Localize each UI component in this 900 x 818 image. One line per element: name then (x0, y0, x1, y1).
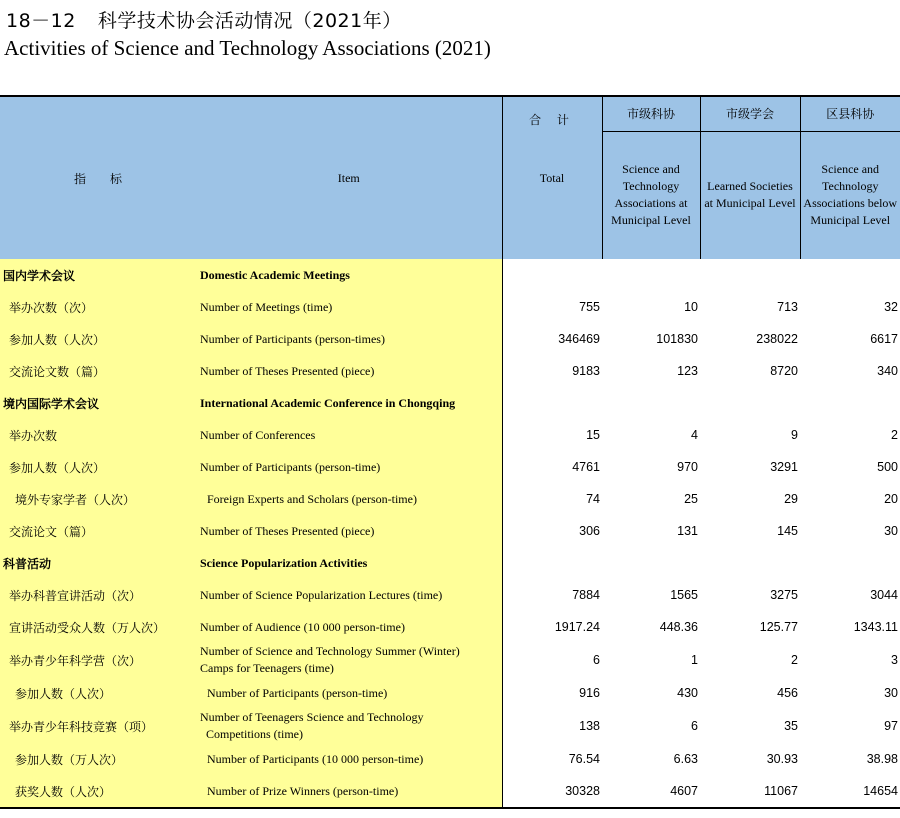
row-label-en: Number of Conferences (196, 419, 502, 451)
cell-col2: 456 (777, 686, 798, 700)
cell-col1: 25 (684, 492, 698, 506)
table-row-section (0, 387, 900, 419)
cell-col2 (700, 387, 800, 419)
header-indicator-label: 指 标 (73, 171, 122, 186)
cell-col1: 131 (677, 524, 698, 538)
cell-col2: 145 (777, 524, 798, 538)
cell-col2: 238022 (756, 332, 798, 346)
cell-total: 9183 (502, 355, 602, 387)
row-label-en: Number of Meetings (time) (196, 291, 502, 323)
row-label-cn: 科普活动 (0, 547, 196, 579)
header-col2-cn: 市级学会 (700, 96, 800, 131)
row-label-en: Domestic Academic Meetings (196, 259, 502, 291)
row-label-cn: 举办科普宣讲活动（次） (0, 579, 196, 611)
cell-col3: 32 (884, 300, 898, 314)
cell-col3: 38.98 (866, 752, 898, 766)
cell-col3: 3 (891, 653, 898, 667)
row-label-en: Number of Participants (person-time) (196, 677, 502, 709)
cell-col1 (602, 547, 700, 579)
cell-col1 (602, 259, 700, 291)
cell-col2: 35 (784, 719, 798, 733)
header-col1-en: Science and Technology Associations at Municipal Level (602, 131, 700, 259)
row-label-en: Number of Participants (person-times) (196, 323, 502, 355)
row-label-cn: 获奖人数（人次） (0, 775, 196, 808)
header-indicator (0, 96, 196, 259)
cell-total: 916 (502, 677, 602, 709)
cell-total: 15 (502, 419, 602, 451)
table-row (0, 709, 900, 743)
cell-col2 (700, 259, 800, 291)
table-row (0, 323, 900, 355)
cell-total: 74 (502, 483, 602, 515)
cell-col3: 2 (891, 428, 898, 442)
cell-col1: 4 (691, 428, 698, 442)
row-label-cn: 参加人数（人次） (0, 677, 196, 709)
row-label-en-line1: Number of Teenagers Science and Technology (200, 710, 424, 724)
cell-col1: 448.36 (659, 620, 698, 634)
row-label-cn: 参加人数（人次） (0, 323, 196, 355)
table-row-section (0, 259, 900, 291)
cell-col2: 3291 (770, 460, 798, 474)
row-label-en: Number of Prize Winners (person-time) (196, 775, 502, 808)
table-row-section (0, 547, 900, 579)
row-label-en-line2: Competitions (time) (206, 727, 303, 741)
row-label-en: Foreign Experts and Scholars (person-time) (196, 483, 502, 515)
row-label-cn: 国内学术会议 (0, 259, 196, 291)
cell-col2: 30.93 (766, 752, 798, 766)
table-row (0, 579, 900, 611)
table-row (0, 451, 900, 483)
page-title-cn (6, 6, 402, 33)
row-label-cn: 境外专家学者（人次） (0, 483, 196, 515)
table-row (0, 355, 900, 387)
cell-col1: 430 (677, 686, 698, 700)
row-label-cn: 举办青少年科技竞赛（项） (0, 709, 196, 743)
cell-col1 (602, 387, 700, 419)
row-label-cn: 参加人数（万人次） (0, 743, 196, 775)
cell-col1: 101830 (656, 332, 698, 346)
header-total-cn: 合 计 (502, 96, 602, 131)
row-label-cn: 举办次数（次） (0, 291, 196, 323)
row-label-cn: 交流论文数（篇） (0, 355, 196, 387)
cell-col2: 713 (777, 300, 798, 314)
cell-col3: 3044 (870, 588, 898, 602)
cell-col2: 11067 (700, 775, 800, 808)
cell-col3: 340 (877, 364, 898, 378)
header-col1-cn: 市级科协 (602, 96, 700, 131)
cell-col3: 20 (884, 492, 898, 506)
row-label-cn: 境内国际学术会议 (0, 387, 196, 419)
cell-col3: 500 (877, 460, 898, 474)
cell-total: 30328 (502, 775, 602, 808)
row-label-en (196, 709, 502, 743)
cell-total: 76.54 (502, 743, 602, 775)
cell-col1: 1 (691, 653, 698, 667)
cell-total: 306 (502, 515, 602, 547)
cell-col1: 6.63 (673, 752, 698, 766)
cell-col3 (800, 259, 900, 291)
cell-total: 1917.24 (502, 611, 602, 643)
row-label-en: Number of Theses Presented (piece) (196, 355, 502, 387)
row-label-en-line2: Camps for Teenagers (time) (200, 661, 334, 675)
row-label-en: Science Popularization Activities (196, 547, 502, 579)
table-row (0, 419, 900, 451)
cell-total (502, 547, 602, 579)
cell-col3: 30 (884, 686, 898, 700)
row-label-cn: 参加人数（人次） (0, 451, 196, 483)
cell-col2: 3275 (770, 588, 798, 602)
table-row (0, 775, 900, 808)
cell-total: 138 (502, 709, 602, 743)
row-label-en-line1: Number of Science and Technology Summer (Winter) (200, 644, 460, 658)
cell-col1: 1565 (670, 588, 698, 602)
table-row (0, 643, 900, 677)
row-label-cn: 交流论文（篇） (0, 515, 196, 547)
cell-col2: 2 (791, 653, 798, 667)
header-item: Item (196, 96, 502, 259)
cell-total: 4761 (502, 451, 602, 483)
cell-col2: 29 (784, 492, 798, 506)
row-label-en: Number of Participants (person-time) (196, 451, 502, 483)
cell-col3: 97 (884, 719, 898, 733)
table-number: 18－12 (6, 10, 76, 32)
cell-col1: 10 (684, 300, 698, 314)
row-label-cn: 举办次数 (0, 419, 196, 451)
row-label-en (196, 643, 502, 677)
cell-total (502, 259, 602, 291)
table-row (0, 515, 900, 547)
table-row (0, 611, 900, 643)
cell-col3: 6617 (870, 332, 898, 346)
cell-col1: 6 (691, 719, 698, 733)
cell-col3: 30 (884, 524, 898, 538)
header-col3-en: Science and Technology Associations below Municipal Level (800, 131, 900, 259)
cell-col1: 4607 (602, 775, 700, 808)
cell-total: 755 (502, 291, 602, 323)
row-label-en: Number of Theses Presented (piece) (196, 515, 502, 547)
title-cn-text: 科学技术协会活动情况（2021年） (97, 10, 402, 32)
header-total-en: Total (502, 131, 602, 259)
row-label-en: Number of Science Popularization Lectures (time) (196, 579, 502, 611)
cell-total: 7884 (502, 579, 602, 611)
row-label-en: International Academic Conference in Chongqing (196, 387, 502, 419)
header-col3-cn: 区县科协 (800, 96, 900, 131)
cell-col3 (800, 387, 900, 419)
cell-col2: 9 (791, 428, 798, 442)
cell-total: 6 (502, 643, 602, 677)
header-col2-en: Learned Societies at Municipal Level (700, 131, 800, 259)
cell-total (502, 387, 602, 419)
page-title-en: Activities of Science and Technology Associations (2021) (4, 36, 491, 60)
cell-total: 346469 (502, 323, 602, 355)
cell-col3: 14654 (800, 775, 900, 808)
cell-col2: 125.77 (759, 620, 798, 634)
row-label-en: Number of Audience (10 000 person-time) (196, 611, 502, 643)
row-label-en: Number of Participants (10 000 person-time) (196, 743, 502, 775)
cell-col1: 970 (677, 460, 698, 474)
table-row (0, 743, 900, 775)
cell-col1: 123 (677, 364, 698, 378)
statistics-table (0, 95, 900, 809)
row-label-cn: 举办青少年科学营（次） (0, 643, 196, 677)
table-row (0, 483, 900, 515)
table-row (0, 677, 900, 709)
cell-col3: 1343.11 (853, 620, 898, 634)
cell-col2 (700, 547, 800, 579)
row-label-cn: 宣讲活动受众人数（万人次） (0, 611, 196, 643)
table-row (0, 291, 900, 323)
cell-col2: 8720 (770, 364, 798, 378)
cell-col3 (800, 547, 900, 579)
